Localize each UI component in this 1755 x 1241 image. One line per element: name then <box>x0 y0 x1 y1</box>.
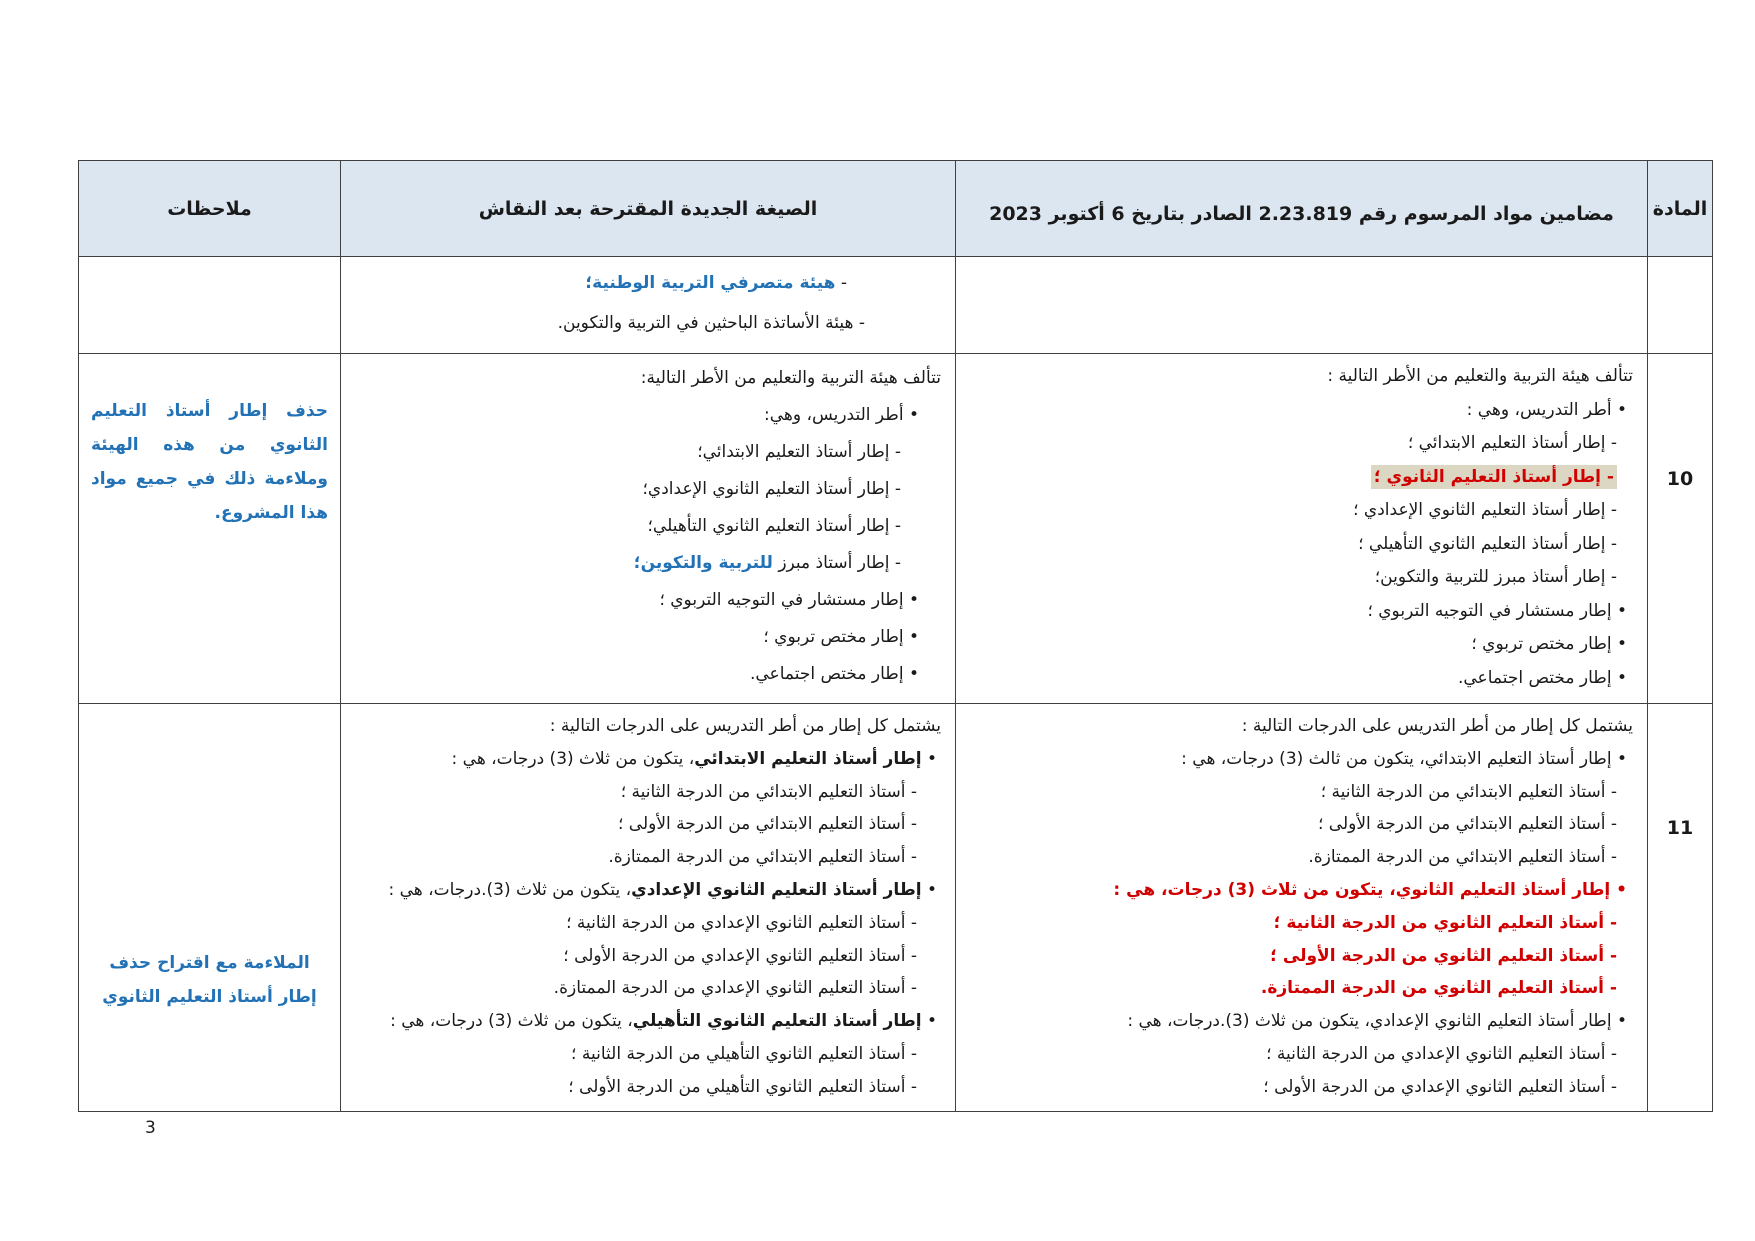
text-segment: • إطار أستاذ التعليم الثانوي، يتكون من ثلاث (3) درجات، هي : <box>1113 879 1627 900</box>
text-segment: - أستاذ التعليم الابتدائي من الدرجة الممتازة. <box>1308 847 1617 868</box>
text-line <box>349 776 947 809</box>
text-line <box>964 528 1639 562</box>
text-segment: - أستاذ التعليم الثانوي الإعدادي من الدرجة الأولى ؛ <box>563 945 917 966</box>
text-segment: - إطار أستاذ التعليم الثانوي ؛ <box>1371 465 1617 489</box>
text-segment: إطار أستاذ التعليم الثانوي الإعدادي <box>631 879 922 900</box>
text-segment: - أستاذ التعليم الثانوي من الدرجة الثانية ؛ <box>1273 912 1617 933</box>
text-line <box>349 972 947 1005</box>
text-line <box>349 1038 947 1071</box>
text-segment: للتربية والتكوين؛ <box>633 553 773 573</box>
text-line <box>349 940 947 973</box>
text-segment: - أستاذ التعليم الثانوي من الدرجة الأولى ؛ <box>1270 945 1617 966</box>
note-text: الملاءمة مع اقتراح حذف إطار أستاذ التعليم الثانوي <box>102 952 317 1007</box>
text-segment: - إطار أستاذ التعليم الثانوي التأهيلي ؛ <box>1358 533 1617 554</box>
notes-cell <box>79 354 341 704</box>
text-line <box>964 1005 1639 1038</box>
text-line <box>964 427 1639 461</box>
header-article-number: المادة <box>1648 161 1713 257</box>
text-line <box>964 808 1639 841</box>
text-line <box>349 619 947 656</box>
text-segment: يشتمل كل إطار من أطر التدريس على الدرجات التالية : <box>549 716 941 736</box>
text-line <box>349 360 947 397</box>
notes-cell <box>79 704 341 1112</box>
text-segment: - أستاذ التعليم الابتدائي من الدرجة الثانية ؛ <box>620 781 917 802</box>
proposal-content-cell <box>341 354 956 704</box>
text-segment: • <box>921 748 937 769</box>
text-segment: • <box>921 879 937 900</box>
text-line <box>964 360 1639 394</box>
text-line <box>964 874 1639 907</box>
text-line <box>349 1071 947 1104</box>
text-line <box>349 434 947 471</box>
text-line <box>964 494 1639 528</box>
text-segment: ، يتكون من ثلاث (3) درجات، هي : <box>390 1011 633 1032</box>
note-text: حذف إطار أستاذ التعليم الثانوي من هذه الهيئة وملاءمة ذلك في جميع مواد هذا المشروع. <box>91 400 328 523</box>
text-segment: - <box>835 273 847 293</box>
text-segment: • إطار مختص تربوي ؛ <box>763 627 919 647</box>
text-segment: - هيئة الأساتذة الباحثين في التربية والتكوين. <box>557 313 865 333</box>
text-segment: - إطار أستاذ التعليم الابتدائي ؛ <box>1407 433 1617 453</box>
text-line <box>349 841 947 874</box>
text-line <box>349 471 947 508</box>
text-segment: - إطار أستاذ التعليم الثانوي الإعدادي؛ <box>642 479 901 499</box>
text-line <box>964 710 1639 743</box>
text-segment: ، يتكون من ثلاث (3).درجات، هي : <box>388 879 632 900</box>
text-segment: • إطار مختص اجتماعي. <box>1457 667 1627 688</box>
text-line <box>349 303 947 343</box>
page-number: 3 <box>145 1118 156 1138</box>
text-line <box>964 561 1639 595</box>
text-segment: • <box>921 1011 937 1032</box>
table-row-article-11 <box>79 704 1713 1112</box>
text-line <box>964 461 1639 495</box>
text-segment: • أطر التدريس، وهي: <box>763 405 919 425</box>
text-segment: • إطار مستشار في التوجيه التربوي ؛ <box>659 590 919 610</box>
text-segment: هيئة متصرفي التربية الوطنية؛ <box>585 273 836 293</box>
text-segment: يشتمل كل إطار من أطر التدريس على الدرجات التالية : <box>1241 716 1633 736</box>
table-row-article-10 <box>79 354 1713 704</box>
text-line <box>349 263 947 303</box>
table-header-row <box>79 161 1713 257</box>
text-segment: - إطار أستاذ مبرز للتربية والتكوين؛ <box>1374 567 1617 587</box>
text-line <box>349 582 947 619</box>
text-segment: - إطار أستاذ التعليم الثانوي الإعدادي ؛ <box>1353 500 1617 520</box>
text-line <box>964 1071 1639 1104</box>
text-segment: - أستاذ التعليم الابتدائي من الدرجة الأولى ؛ <box>1317 814 1617 835</box>
table-row-continuation <box>79 257 1713 354</box>
decree-content-cell <box>956 354 1648 704</box>
text-line <box>349 808 947 841</box>
text-line <box>964 595 1639 629</box>
text-line <box>349 508 947 545</box>
text-segment: - أستاذ التعليم الثانوي الإعدادي من الدرجة الممتازة. <box>553 978 917 999</box>
text-line <box>964 776 1639 809</box>
text-line <box>964 841 1639 874</box>
text-segment: - أستاذ التعليم الابتدائي من الدرجة الممتازة. <box>608 847 917 868</box>
text-line <box>349 743 947 776</box>
text-segment: • أطر التدريس، وهي : <box>1466 399 1627 420</box>
text-line <box>349 710 947 743</box>
notes-cell <box>79 257 341 354</box>
text-line <box>964 972 1639 1005</box>
text-line <box>349 397 947 434</box>
decree-content-cell <box>956 704 1648 1112</box>
text-line <box>349 656 947 693</box>
text-segment: - أستاذ التعليم الثانوي التأهيلي من الدرجة الثانية ؛ <box>571 1043 917 1064</box>
header-decree-contents: مضامين مواد المرسوم رقم 2.23.819 الصادر بتاريخ 6 أكتوبر 2023 <box>956 161 1648 257</box>
text-line <box>964 628 1639 662</box>
text-segment: - أستاذ التعليم الابتدائي من الدرجة الأولى ؛ <box>617 814 917 835</box>
header-notes: ملاحظات <box>79 161 341 257</box>
proposal-content-cell <box>341 704 956 1112</box>
text-segment: - إطار أستاذ التعليم الثانوي التأهيلي؛ <box>647 516 901 536</box>
text-segment: • إطار مختص تربوي ؛ <box>1471 634 1627 654</box>
text-line <box>349 545 947 582</box>
text-line <box>964 1038 1639 1071</box>
text-line <box>349 907 947 940</box>
text-segment: • إطار أستاذ التعليم الثانوي الإعدادي، يتكون من ثلاث (3).درجات، هي : <box>1127 1011 1627 1032</box>
text-segment: - أستاذ التعليم الثانوي الإعدادي من الدرجة الأولى ؛ <box>1263 1076 1617 1097</box>
text-segment: • إطار مختص اجتماعي. <box>749 664 919 684</box>
decree-content-cell <box>956 257 1648 354</box>
text-segment: - إطار أستاذ مبرز <box>772 553 901 573</box>
text-segment: - أستاذ التعليم الثانوي من الدرجة الممتازة. <box>1260 978 1617 999</box>
text-segment: - إطار أستاذ التعليم الابتدائي؛ <box>697 442 901 462</box>
text-segment: إطار أستاذ التعليم الابتدائي <box>694 748 922 769</box>
text-segment: ، يتكون من ثلاث (3) درجات، هي : <box>451 748 695 769</box>
text-segment: تتألف هيئة التربية والتعليم من الأطر التالية: <box>640 368 941 388</box>
text-segment: - أستاذ التعليم الابتدائي من الدرجة الثانية ؛ <box>1320 781 1617 802</box>
article-number: 10 <box>1648 354 1713 704</box>
text-line <box>349 874 947 907</box>
text-segment: تتألف هيئة التربية والتعليم من الأطر التالية : <box>1327 366 1633 386</box>
text-line <box>964 940 1639 973</box>
article-number: 11 <box>1648 704 1713 1112</box>
proposal-content-cell <box>341 257 956 354</box>
text-segment: • إطار أستاذ التعليم الابتدائي، يتكون من ثالث (3) درجات، هي : <box>1181 748 1627 769</box>
text-line <box>349 1005 947 1038</box>
text-line <box>964 394 1639 428</box>
text-line <box>964 907 1639 940</box>
comparison-table <box>78 160 1713 1112</box>
text-segment: إطار أستاذ التعليم الثانوي التأهيلي <box>632 1011 922 1032</box>
text-segment: - أستاذ التعليم الثانوي الإعدادي من الدرجة الثانية ؛ <box>566 912 917 933</box>
article-number <box>1648 257 1713 354</box>
header-new-proposal: الصيغة الجديدة المقترحة بعد النقاش <box>341 161 956 257</box>
text-segment: - أستاذ التعليم الثانوي الإعدادي من الدرجة الثانية ؛ <box>1266 1043 1617 1064</box>
text-segment: - أستاذ التعليم الثانوي التأهيلي من الدرجة الأولى ؛ <box>568 1076 917 1097</box>
text-line <box>964 662 1639 696</box>
text-line <box>964 743 1639 776</box>
text-segment: • إطار مستشار في التوجيه التربوي ؛ <box>1367 600 1627 621</box>
